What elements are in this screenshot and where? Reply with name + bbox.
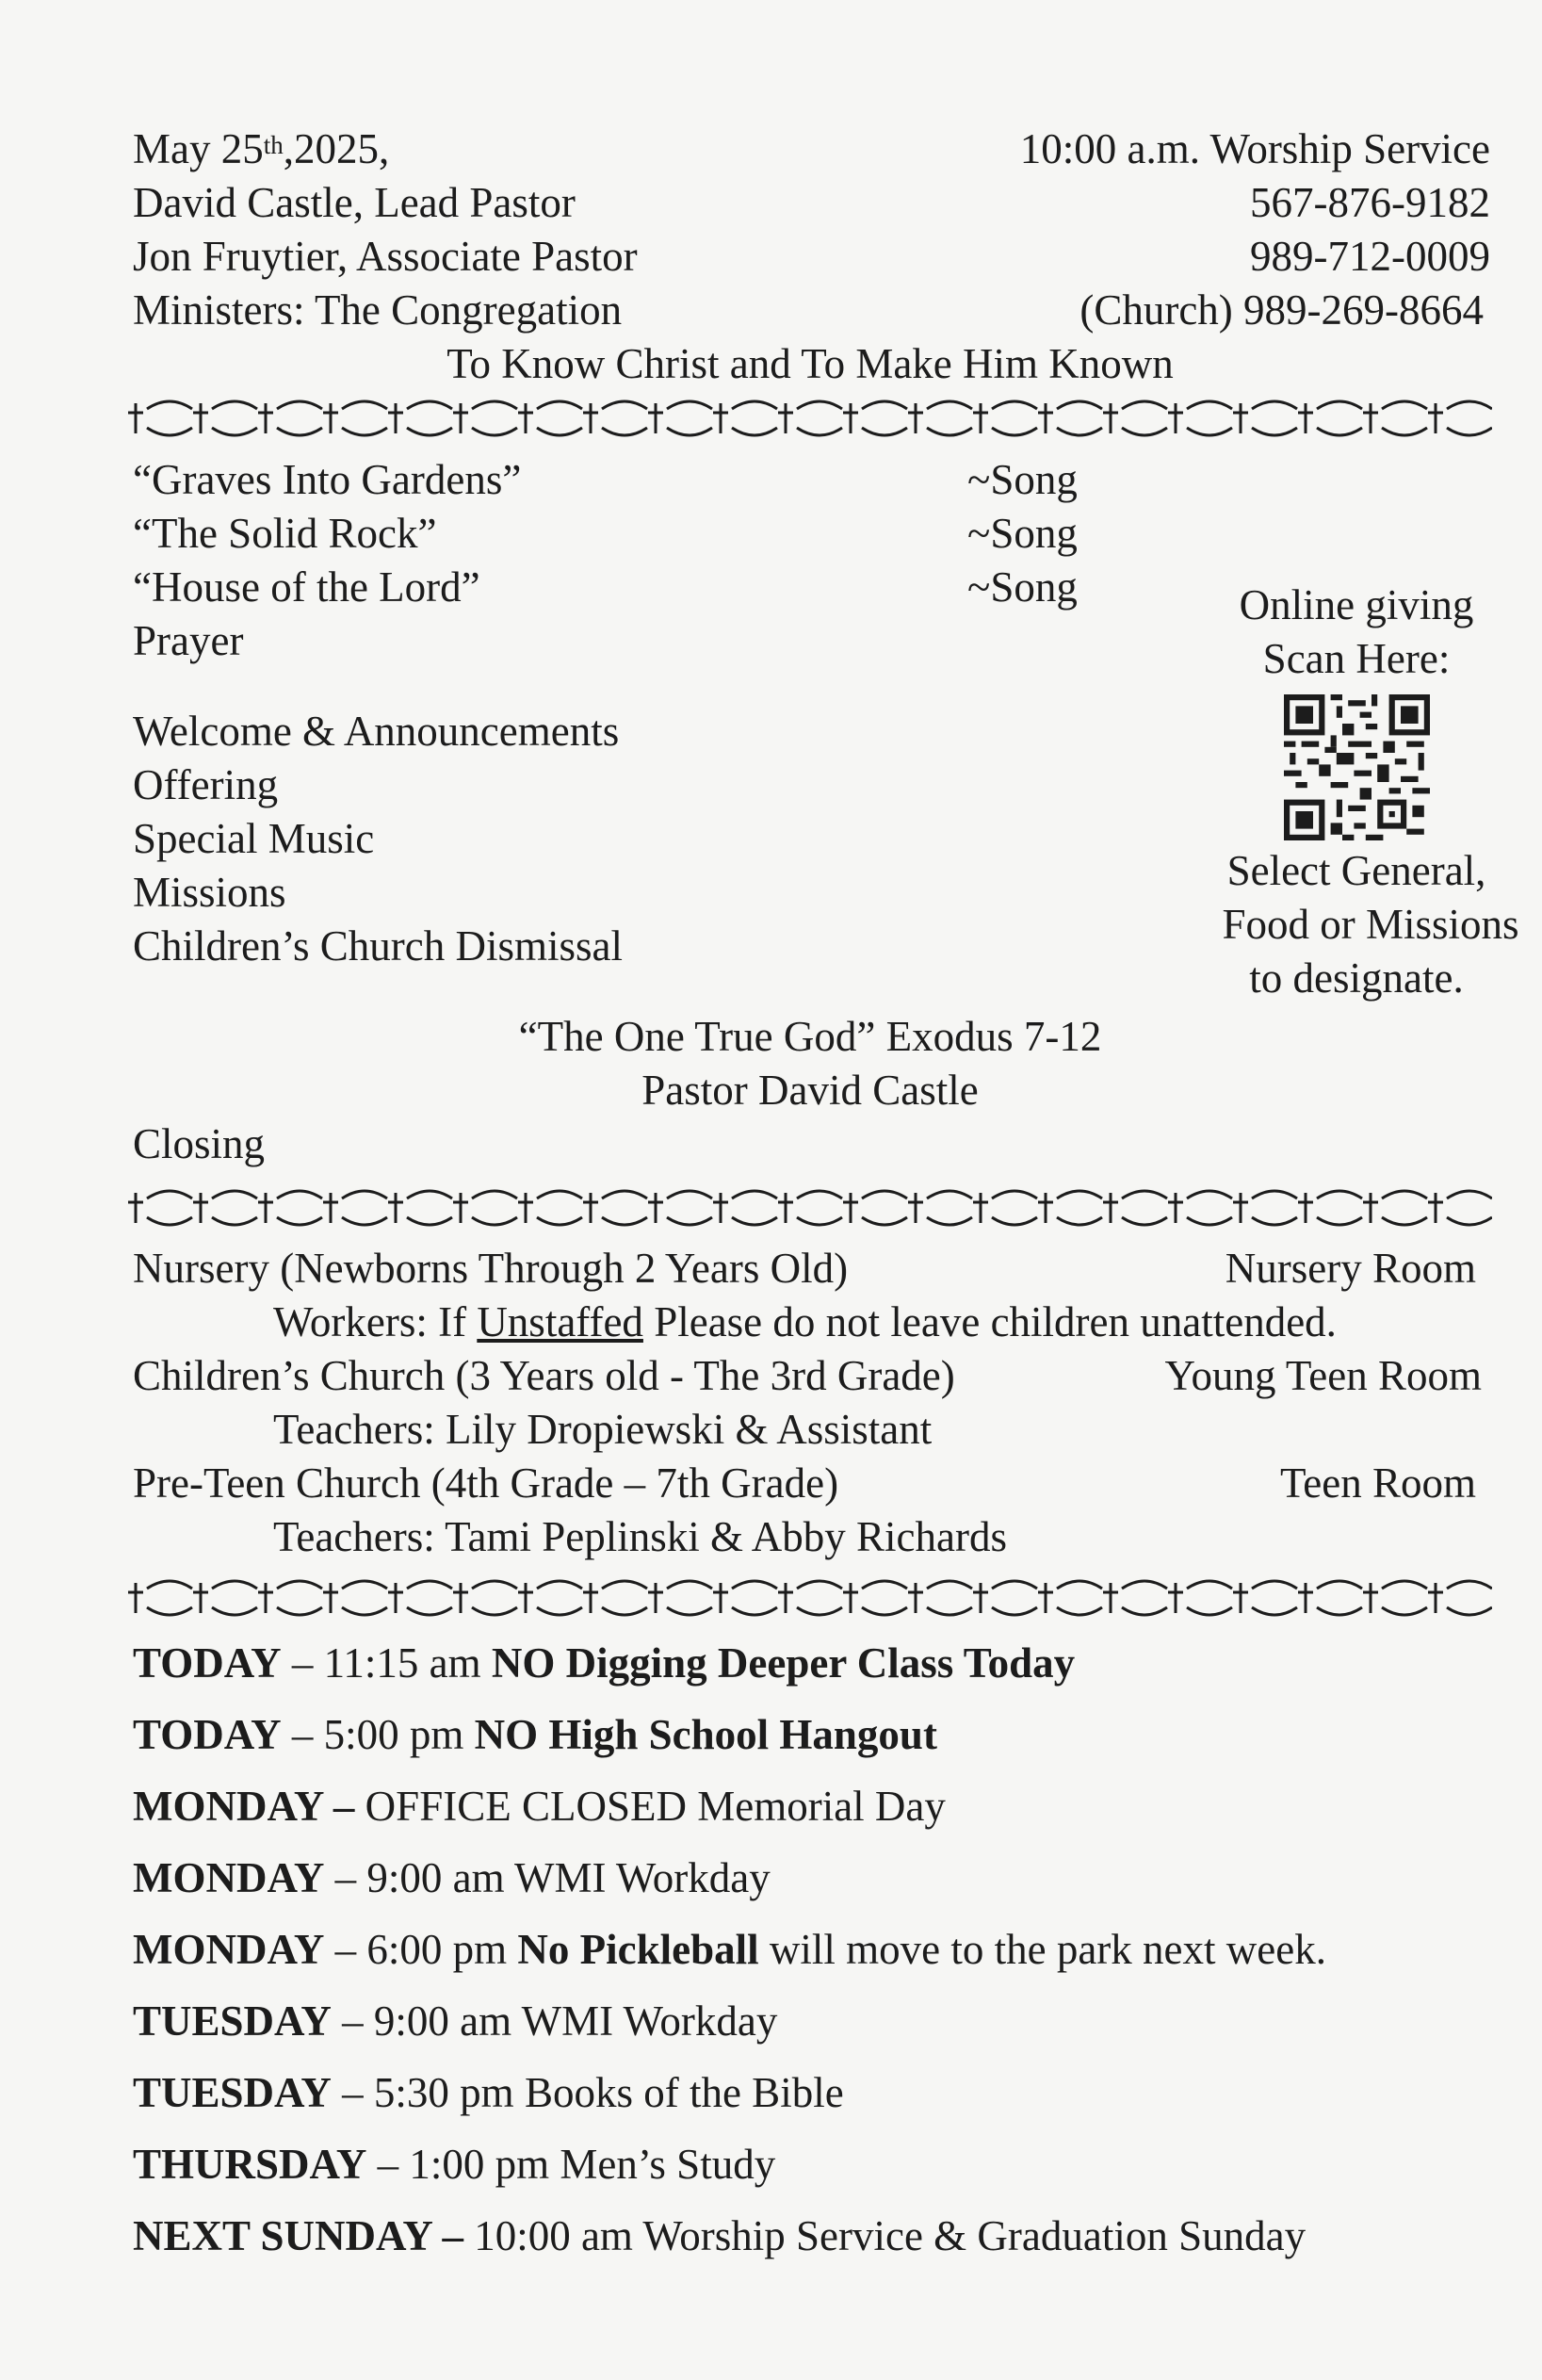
- cross-arc-ornament: [453, 1581, 517, 1615]
- cross-arc-ornament: [1298, 1191, 1362, 1225]
- cross-arc-ornament: [1233, 1581, 1297, 1615]
- cross-arc-ornament: [388, 401, 452, 435]
- cross-arc-ornament: [648, 1581, 712, 1615]
- cross-arc-ornament: [713, 1191, 777, 1225]
- service-item: Missions: [133, 869, 286, 916]
- cross-arc-ornament: [453, 1191, 517, 1225]
- cross-arc-ornament: [128, 1581, 192, 1615]
- giving-note: Food or Missions: [1222, 901, 1519, 948]
- cross-arc-ornament: [1428, 1581, 1492, 1615]
- childrens-church-teachers: Teachers: Lily Dropiewski & Assistant: [273, 1406, 933, 1453]
- cross-arc-ornament: [453, 401, 517, 435]
- preteen-church-room: Teen Room: [1279, 1459, 1476, 1507]
- event-line: MONDAY – 9:00 am WMI Workday: [133, 1854, 771, 1901]
- cross-arc-ornament: [973, 1581, 1037, 1615]
- cross-arc-ornament: [1298, 1581, 1362, 1615]
- cross-arc-ornament: [1038, 1191, 1102, 1225]
- preteen-church-info: Pre-Teen Church (4th Grade – 7th Grade): [133, 1459, 839, 1507]
- cross-arc-ornament: [778, 401, 842, 435]
- cross-arc-ornament: [1168, 1191, 1232, 1225]
- cross-arc-ornament: [1103, 1191, 1167, 1225]
- service-item: Offering: [133, 761, 279, 808]
- ministers-line: Ministers: The Congregation: [133, 286, 623, 334]
- cross-arc-ornament: [518, 1191, 582, 1225]
- giving-scan-label: Scan Here:: [1262, 635, 1451, 682]
- childrens-church-room: Young Teen Room: [1164, 1352, 1482, 1399]
- service-time: 10:00 a.m. Worship Service: [1019, 125, 1490, 172]
- cross-arc-ornament: [1233, 1191, 1297, 1225]
- song-label: ~Song: [967, 563, 1078, 611]
- cross-border-divider: [128, 1572, 1492, 1624]
- giving-note: to designate.: [1249, 954, 1464, 1002]
- song-title: “House of the Lord”: [133, 563, 480, 611]
- cross-arc-ornament: [1428, 401, 1492, 435]
- cross-arc-ornament: [843, 401, 907, 435]
- cross-arc-ornament: [1168, 1581, 1232, 1615]
- service-item: Children’s Church Dismissal: [133, 922, 623, 970]
- cross-arc-ornament: [128, 401, 192, 435]
- cross-arc-ornament: [1428, 1191, 1492, 1225]
- event-line: TUESDAY – 9:00 am WMI Workday: [133, 1997, 778, 2045]
- cross-arc-ornament: [258, 1581, 322, 1615]
- giving-note: Select General,: [1226, 847, 1486, 894]
- event-line: TODAY – 5:00 pm NO High School Hangout: [133, 1711, 937, 1758]
- cross-arc-ornament: [193, 1581, 257, 1615]
- cross-border-divider: [128, 1182, 1492, 1234]
- giving-qr-code[interactable]: [1284, 694, 1430, 840]
- nursery-workers-note: Workers: If Unstaffed Please do not leave children unattended.: [273, 1298, 1337, 1345]
- cross-arc-ornament: [193, 1191, 257, 1225]
- preteen-church-teachers: Teachers: Tami Peplinski & Abby Richards: [273, 1513, 1007, 1560]
- cross-arc-ornament: [648, 401, 712, 435]
- nursery-room: Nursery Room: [1225, 1245, 1476, 1292]
- cross-arc-ornament: [713, 1581, 777, 1615]
- cross-arc-ornament: [843, 1191, 907, 1225]
- cross-arc-ornament: [1363, 401, 1427, 435]
- cross-arc-ornament: [193, 401, 257, 435]
- cross-arc-ornament: [1038, 401, 1102, 435]
- song-title: “The Solid Rock”: [133, 510, 437, 557]
- childrens-church-info: Children’s Church (3 Years old - The 3rd Grade): [133, 1352, 955, 1399]
- cross-arc-ornament: [518, 1581, 582, 1615]
- service-item: Special Music: [133, 815, 375, 862]
- cross-arc-ornament: [323, 1581, 387, 1615]
- service-date: May 25th,2025,: [133, 125, 390, 172]
- cross-arc-ornament: [258, 401, 322, 435]
- prayer-item: Prayer: [133, 617, 244, 664]
- event-line: NEXT SUNDAY – 10:00 am Worship Service & Graduation Sunday: [133, 2212, 1307, 2259]
- cross-arc-ornament: [1103, 401, 1167, 435]
- associate-pastor-phone: 989-712-0009: [1250, 233, 1490, 280]
- cross-arc-ornament: [778, 1581, 842, 1615]
- associate-pastor: Jon Fruytier, Associate Pastor: [133, 233, 638, 280]
- song-label: ~Song: [967, 456, 1078, 503]
- cross-border-divider: [128, 392, 1492, 445]
- lead-pastor-phone: 567-876-9182: [1250, 179, 1490, 226]
- cross-arc-ornament: [908, 1191, 972, 1225]
- event-line: MONDAY – OFFICE CLOSED Memorial Day: [133, 1783, 946, 1830]
- church-motto: To Know Christ and To Make Him Known: [446, 340, 1174, 387]
- cross-arc-ornament: [1038, 1581, 1102, 1615]
- event-line: TODAY – 11:15 am NO Digging Deeper Class Today: [133, 1639, 1076, 1687]
- cross-arc-ornament: [1103, 1581, 1167, 1615]
- cross-arc-ornament: [388, 1191, 452, 1225]
- lead-pastor: David Castle, Lead Pastor: [133, 179, 576, 226]
- cross-arc-ornament: [908, 401, 972, 435]
- cross-arc-ornament: [583, 401, 647, 435]
- event-line: TUESDAY – 5:30 pm Books of the Bible: [133, 2069, 844, 2116]
- cross-arc-ornament: [778, 1191, 842, 1225]
- closing-item: Closing: [133, 1120, 266, 1167]
- cross-arc-ornament: [713, 401, 777, 435]
- cross-arc-ornament: [908, 1581, 972, 1615]
- cross-arc-ornament: [323, 1191, 387, 1225]
- giving-heading: Online giving: [1239, 581, 1474, 628]
- cross-arc-ornament: [1168, 401, 1232, 435]
- cross-arc-ornament: [1363, 1581, 1427, 1615]
- song-title: “Graves Into Gardens”: [133, 456, 522, 503]
- sermon-speaker: Pastor David Castle: [641, 1067, 979, 1114]
- cross-arc-ornament: [388, 1581, 452, 1615]
- cross-arc-ornament: [1233, 401, 1297, 435]
- cross-arc-ornament: [258, 1191, 322, 1225]
- cross-arc-ornament: [973, 1191, 1037, 1225]
- cross-arc-ornament: [973, 401, 1037, 435]
- nursery-info: Nursery (Newborns Through 2 Years Old): [133, 1245, 849, 1292]
- song-label: ~Song: [967, 510, 1078, 557]
- cross-arc-ornament: [128, 1191, 192, 1225]
- cross-arc-ornament: [518, 401, 582, 435]
- cross-arc-ornament: [583, 1581, 647, 1615]
- church-phone: (Church) 989-269-8664: [1079, 286, 1484, 334]
- event-line: THURSDAY – 1:00 pm Men’s Study: [133, 2141, 776, 2188]
- cross-arc-ornament: [843, 1581, 907, 1615]
- cross-arc-ornament: [1298, 401, 1362, 435]
- cross-arc-ornament: [583, 1191, 647, 1225]
- cross-arc-ornament: [648, 1191, 712, 1225]
- sermon-title: “The One True God” Exodus 7-12: [518, 1013, 1102, 1060]
- event-line: MONDAY – 6:00 pm No Pickleball will move to the park next week.: [133, 1926, 1326, 1973]
- cross-arc-ornament: [323, 401, 387, 435]
- cross-arc-ornament: [1363, 1191, 1427, 1225]
- service-item: Welcome & Announcements: [133, 708, 620, 755]
